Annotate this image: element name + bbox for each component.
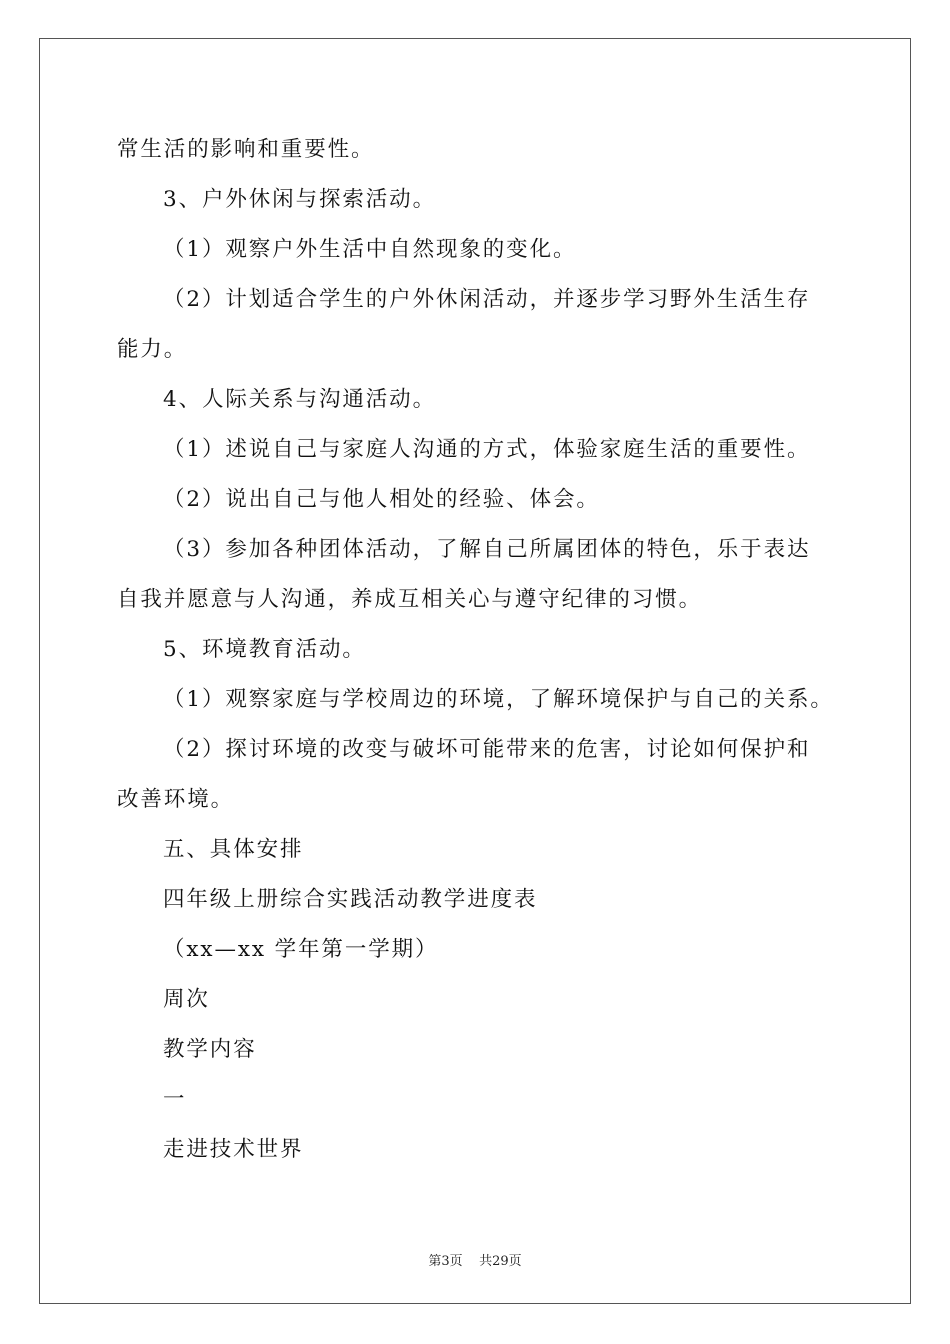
paragraph-line: 常生活的影响和重要性。: [117, 137, 375, 162]
paragraph-line: 改善环境。: [117, 787, 235, 812]
section-heading: 5、环境教育活动。: [163, 637, 366, 662]
table-subtitle: （xx—xx 学年第一学期）: [163, 937, 439, 962]
paragraph-line: 能力。: [117, 337, 188, 362]
table-header-content: 教学内容: [163, 1037, 257, 1062]
paragraph-line: （2）计划适合学生的户外休闲活动，并逐步学习野外生活生存: [163, 287, 811, 312]
paragraph-line: （1）观察家庭与学校周边的环境，了解环境保护与自己的关系。: [163, 687, 834, 712]
page-number: 第3页 共29页: [428, 1254, 522, 1269]
paragraph-line: （3）参加各种团体活动，了解自己所属团体的特色，乐于表达: [163, 537, 811, 562]
paragraph-line: （1）述说自己与家庭人沟通的方式，体验家庭生活的重要性。: [163, 437, 811, 462]
paragraph-line: （2）说出自己与他人相处的经验、体会。: [163, 487, 600, 512]
section-heading: 3、户外休闲与探索活动。: [163, 187, 436, 212]
table-cell-week: 一: [163, 1087, 187, 1112]
page-border: [39, 38, 911, 1304]
paragraph-line: （1）观察户外生活中自然现象的变化。: [163, 237, 577, 262]
table-cell-content: 走进技术世界: [163, 1137, 304, 1162]
section-heading: 五、具体安排: [163, 837, 304, 862]
section-heading: 4、人际关系与沟通活动。: [163, 387, 436, 412]
paragraph-line: （2）探讨环境的改变与破坏可能带来的危害，讨论如何保护和: [163, 737, 811, 762]
paragraph-line: 自我并愿意与人沟通，养成互相关心与遵守纪律的习惯。: [117, 587, 703, 612]
table-title: 四年级上册综合实践活动教学进度表: [163, 887, 538, 912]
table-header-week: 周次: [163, 987, 210, 1012]
